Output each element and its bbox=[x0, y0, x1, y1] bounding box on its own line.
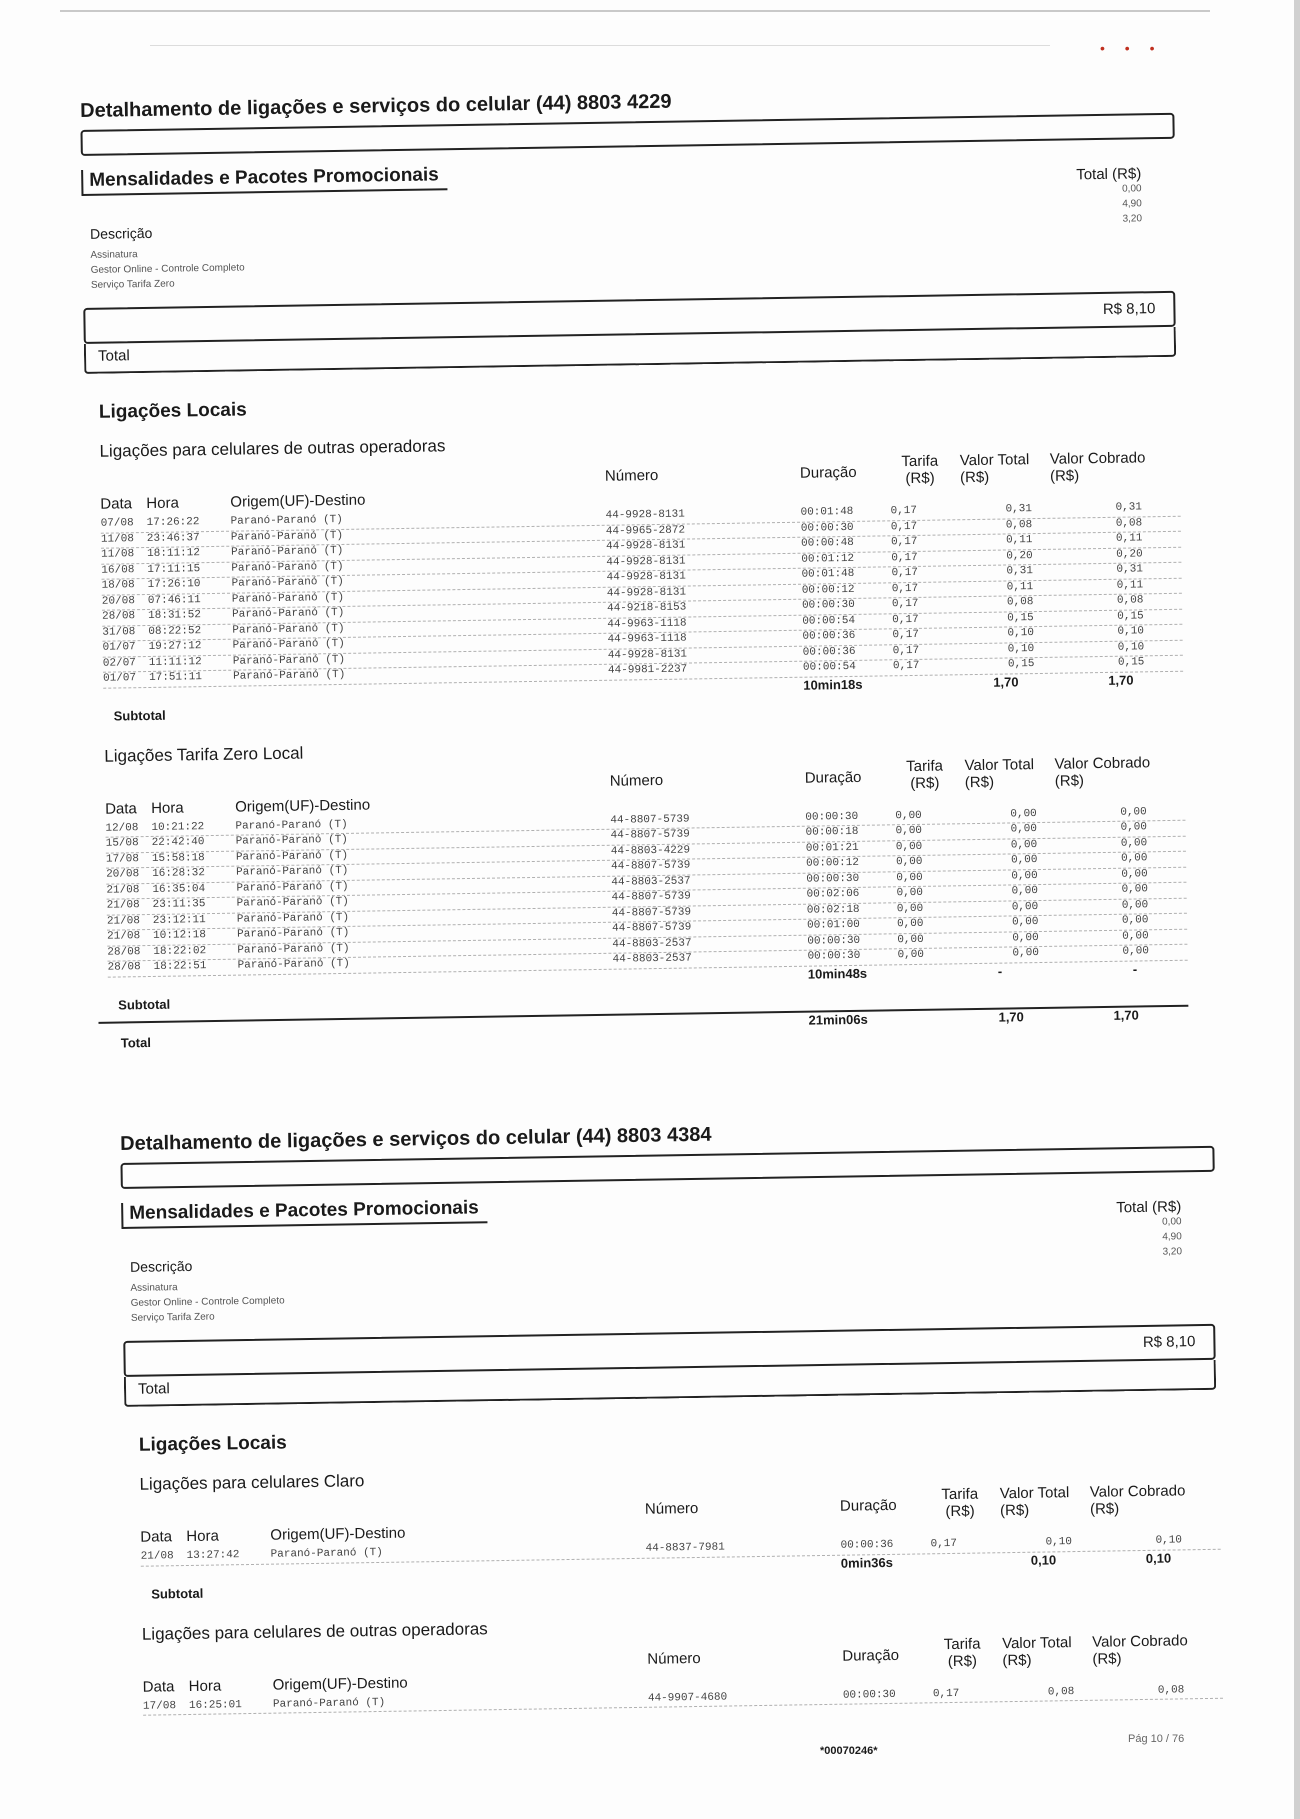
scan-edge-line-faint bbox=[150, 45, 1050, 46]
item-tarifa-zero: Serviço Tarifa Zero bbox=[90, 278, 175, 291]
call-date: 12/08 bbox=[105, 821, 139, 835]
call-rate: 0,00 bbox=[895, 809, 922, 822]
scan-edge-line bbox=[60, 10, 1210, 12]
call-total: 0,00 bbox=[1010, 807, 1037, 820]
call-charged: 0,08 bbox=[1115, 516, 1143, 530]
call-origin: Paranó-Paranó (T) bbox=[235, 849, 349, 864]
local-calls-heading: Ligações Locais bbox=[138, 1432, 287, 1456]
call-charged: 0,00 bbox=[1122, 929, 1149, 943]
grand-total-duration: 21min06s bbox=[808, 1011, 868, 1028]
call-origin: Paranó-Paranó (T) bbox=[236, 864, 349, 879]
call-charged: 0,31 bbox=[1115, 501, 1143, 514]
call-number: 44-9928-8131 bbox=[606, 555, 686, 569]
call-duration: 00:00:36 bbox=[802, 645, 856, 659]
call-total: 0,00 bbox=[1011, 885, 1039, 898]
call-number: 44-9963-1118 bbox=[607, 632, 687, 646]
call-charged: 0,00 bbox=[1120, 805, 1147, 819]
col-data: Data bbox=[140, 1528, 173, 1546]
barcode-number: *00070246* bbox=[820, 1745, 878, 1757]
table-title-claro: Ligações para celulares Claro bbox=[139, 1471, 365, 1494]
mensalidades-title: Mensalidades e Pacotes Promocionais bbox=[121, 1197, 487, 1229]
call-origin: Paranó-Paranó (T) bbox=[235, 833, 348, 848]
call-number: 44-8807-5739 bbox=[611, 906, 692, 920]
call-origin: Paranó-Paranó (T) bbox=[231, 591, 345, 606]
call-duration: 00:01:00 bbox=[806, 918, 860, 932]
grand-total-label: Total bbox=[120, 1034, 152, 1050]
call-origin: Paranó-Paranó (T) bbox=[270, 1546, 383, 1561]
call-date: 11/08 bbox=[101, 548, 135, 561]
call-date: 17/08 bbox=[142, 1699, 177, 1713]
call-rate: 0,00 bbox=[895, 824, 923, 838]
call-date: 20/08 bbox=[106, 868, 140, 881]
call-charged: 0,00 bbox=[1120, 821, 1148, 834]
call-origin: Paranó-Paranó (T) bbox=[237, 942, 350, 957]
call-duration: 00:01:48 bbox=[800, 505, 854, 519]
call-number: 44-8803-2537 bbox=[612, 936, 692, 951]
value-tarifa-zero: 3,20 bbox=[1162, 1246, 1183, 1258]
grand-total-valor-total: 1,70 bbox=[998, 1008, 1024, 1025]
total-label: Total bbox=[137, 1380, 170, 1398]
call-duration: 00:00:36 bbox=[840, 1538, 894, 1552]
call-duration: 00:01:21 bbox=[805, 841, 859, 855]
call-origin: Paranó-Paranó (T) bbox=[236, 895, 349, 910]
mensalidades-body bbox=[82, 181, 1183, 298]
call-rate: 0,17 bbox=[930, 1537, 958, 1551]
col-numero: Número bbox=[609, 771, 664, 790]
call-rate: 0,00 bbox=[896, 886, 924, 900]
call-date: 16/08 bbox=[101, 563, 135, 577]
call-duration: 00:00:36 bbox=[802, 629, 856, 643]
call-number: 44-9928-8131 bbox=[607, 648, 688, 662]
call-charged: 0,08 bbox=[1157, 1683, 1185, 1697]
call-rate: 0,17 bbox=[890, 504, 918, 518]
col-duracao: Duração bbox=[804, 768, 862, 787]
call-total: 0,00 bbox=[1012, 947, 1040, 960]
call-total: 0,11 bbox=[1006, 580, 1034, 594]
call-rate: 0,00 bbox=[896, 917, 924, 931]
call-time: 17:11:15 bbox=[147, 562, 201, 576]
call-time: 16:35:04 bbox=[152, 882, 206, 896]
call-number: 44-9965-2872 bbox=[605, 524, 686, 538]
subtotal-duration: 10min48s bbox=[807, 965, 868, 982]
call-charged: 0,11 bbox=[1116, 578, 1144, 592]
section-title: Detalhamento de ligações e serviços do celular (44) 8803 4384 bbox=[120, 1123, 712, 1155]
section-phone-4384 bbox=[120, 1116, 1229, 1716]
scan-specks: • • • bbox=[1100, 40, 1163, 56]
col-tarifa: Tarifa (R$) bbox=[943, 1635, 981, 1670]
section-title: Detalhamento de ligações e serviços do celular (44) 8803 4229 bbox=[80, 90, 672, 122]
total-header: Total (R$) bbox=[1116, 1198, 1182, 1217]
call-total: 0,00 bbox=[1011, 916, 1039, 929]
call-date: 31/08 bbox=[102, 625, 136, 639]
scan-right-edge bbox=[1294, 0, 1300, 1819]
call-total: 0,00 bbox=[1010, 838, 1038, 851]
call-origin: Paranó-Paranó (T) bbox=[236, 911, 350, 926]
call-charged: 0,10 bbox=[1117, 640, 1145, 654]
call-rate: 0,17 bbox=[891, 551, 918, 564]
total-label: Total bbox=[97, 347, 130, 365]
col-origem: Origem(UF)-Destino bbox=[270, 1524, 406, 1544]
call-charged: 0,00 bbox=[1121, 898, 1149, 912]
call-total: 0,08 bbox=[1006, 596, 1034, 609]
col-valor-total: Valor Total (R$) bbox=[959, 451, 1030, 487]
call-number: 44-8807-5739 bbox=[611, 859, 691, 873]
subtotal-valor-cobrado: - bbox=[1132, 961, 1138, 977]
item-values bbox=[1162, 1214, 1182, 1259]
call-number: 44-9928-8131 bbox=[606, 586, 687, 600]
call-date: 20/08 bbox=[101, 594, 135, 608]
call-time: 10:21:22 bbox=[151, 820, 205, 834]
col-hora: Hora bbox=[150, 798, 184, 817]
call-number: 44-9928-8131 bbox=[606, 570, 686, 584]
call-number: 44-8803-2537 bbox=[612, 952, 692, 966]
call-total: 0,10 bbox=[1007, 642, 1035, 655]
table-title-tarifa-zero: Ligações Tarifa Zero Local bbox=[104, 743, 304, 766]
col-duracao: Duração bbox=[839, 1496, 897, 1515]
call-total: 0,00 bbox=[1012, 931, 1039, 944]
call-origin: Paranó-Paranó (T) bbox=[231, 544, 344, 559]
call-time: 17:51:11 bbox=[148, 671, 202, 684]
call-date: 02/07 bbox=[102, 656, 136, 670]
call-time: 19:27:12 bbox=[148, 640, 202, 653]
call-charged: 0,11 bbox=[1115, 532, 1143, 545]
item-gestor-online: Gestor Online - Controle Completo bbox=[90, 262, 245, 276]
call-rate: 0,17 bbox=[890, 520, 918, 533]
call-duration: 00:00:18 bbox=[805, 825, 859, 839]
call-date: 21/08 bbox=[106, 914, 141, 928]
call-date: 15/08 bbox=[105, 837, 139, 850]
col-valor-total: Valor Total (R$) bbox=[999, 1484, 1070, 1520]
call-origin: Paranó-Paranó (T) bbox=[236, 880, 349, 895]
item-tarifa-zero: Serviço Tarifa Zero bbox=[130, 1311, 215, 1324]
call-date: 21/08 bbox=[107, 930, 141, 943]
item-values bbox=[1122, 181, 1142, 226]
call-total: 0,00 bbox=[1010, 823, 1038, 836]
call-charged: 0,00 bbox=[1121, 914, 1149, 927]
call-rate: 0,00 bbox=[897, 948, 925, 962]
call-rate: 0,17 bbox=[892, 659, 920, 673]
col-valor-total: Valor Total (R$) bbox=[1001, 1633, 1072, 1669]
col-numero: Número bbox=[644, 1499, 699, 1518]
call-time: 18:31:52 bbox=[148, 609, 202, 622]
description-header: Descrição bbox=[129, 1257, 193, 1275]
call-duration: 00:00:30 bbox=[805, 810, 859, 824]
call-rate: 0,17 bbox=[892, 628, 920, 642]
call-time: 15:58:18 bbox=[151, 851, 205, 865]
col-duracao: Duração bbox=[842, 1646, 900, 1665]
section-phone-4229 bbox=[80, 83, 1195, 1054]
call-time: 23:11:35 bbox=[152, 898, 206, 911]
call-time: 08:22:52 bbox=[148, 624, 202, 638]
call-origin: Paranó-Paranó (T) bbox=[237, 926, 350, 941]
value-assinatura: 0,00 bbox=[1121, 183, 1142, 195]
subtotal-duration: 10min18s bbox=[803, 676, 863, 693]
item-assinatura: Assinatura bbox=[90, 249, 138, 261]
subtotal-label: Subtotal bbox=[118, 996, 171, 1013]
call-number: 44-9907-4680 bbox=[647, 1691, 728, 1705]
col-valor-cobrado: Valor Cobrado (R$) bbox=[1089, 1482, 1186, 1518]
item-gestor-online: Gestor Online - Controle Completo bbox=[130, 1295, 285, 1309]
col-valor-total: Valor Total (R$) bbox=[964, 755, 1035, 791]
table-rows bbox=[101, 501, 1184, 688]
call-charged: 0,15 bbox=[1117, 609, 1144, 623]
call-origin: Paranó-Paranó (T) bbox=[232, 653, 346, 668]
call-time: 18:22:51 bbox=[153, 960, 207, 973]
call-charged: 0,00 bbox=[1120, 852, 1148, 865]
call-rate: 0,00 bbox=[895, 855, 923, 869]
call-date: 28/08 bbox=[107, 961, 141, 974]
col-data: Data bbox=[105, 799, 137, 818]
call-total: 0,10 bbox=[1007, 627, 1034, 640]
description-header: Descrição bbox=[89, 224, 153, 242]
call-time: 17:26:22 bbox=[146, 516, 200, 530]
col-hora: Hora bbox=[188, 1676, 222, 1695]
call-duration: 00:00:54 bbox=[802, 614, 856, 628]
call-duration: 00:02:18 bbox=[806, 903, 860, 917]
call-number: 44-8807-5739 bbox=[611, 921, 692, 935]
call-duration: 00:00:30 bbox=[807, 949, 861, 963]
col-origem: Origem(UF)-Destino bbox=[230, 491, 366, 511]
call-number: 44-8837-7981 bbox=[645, 1541, 725, 1555]
call-total: 0,00 bbox=[1011, 900, 1039, 913]
call-time: 23:46:37 bbox=[146, 531, 200, 545]
call-date: 01/07 bbox=[102, 641, 136, 654]
call-duration: 00:01:12 bbox=[801, 552, 855, 566]
call-time: 17:26:10 bbox=[147, 578, 201, 591]
call-charged: 0,00 bbox=[1121, 883, 1149, 896]
call-time: 18:22:02 bbox=[153, 944, 207, 958]
call-charged: 0,00 bbox=[1121, 867, 1148, 881]
col-numero: Número bbox=[604, 466, 659, 485]
call-total: 0,08 bbox=[1047, 1685, 1075, 1698]
col-tarifa: Tarifa (R$) bbox=[901, 452, 939, 488]
call-rate: 0,17 bbox=[891, 597, 919, 611]
total-header: Total (R$) bbox=[1076, 165, 1142, 184]
call-charged: 0,15 bbox=[1117, 656, 1145, 669]
col-data: Data bbox=[142, 1677, 175, 1696]
call-number: 44-9218-8153 bbox=[606, 601, 687, 615]
call-total: 0,00 bbox=[1011, 869, 1038, 882]
call-duration: 00:00:30 bbox=[807, 934, 861, 948]
call-rate: 0,00 bbox=[896, 902, 924, 915]
call-duration: 00:00:12 bbox=[801, 583, 855, 597]
call-rate: 0,17 bbox=[891, 566, 919, 580]
call-time: 23:12:11 bbox=[152, 913, 206, 927]
call-duration: 00:00:54 bbox=[802, 660, 856, 674]
call-date: 21/08 bbox=[106, 883, 140, 897]
call-total: 0,31 bbox=[1005, 503, 1033, 516]
subtotal-label: Subtotal bbox=[113, 707, 166, 724]
call-duration: 00:00:48 bbox=[800, 536, 854, 550]
value-assinatura: 0,00 bbox=[1161, 1216, 1182, 1228]
call-time: 07:46:11 bbox=[147, 593, 201, 607]
grand-total-valor-cobrado: 1,70 bbox=[1113, 1006, 1139, 1023]
call-charged: 0,00 bbox=[1122, 945, 1150, 958]
call-origin: Paranó-Paranó (T) bbox=[232, 668, 346, 683]
call-origin: Paranó-Paranó (T) bbox=[230, 529, 344, 544]
call-total: 0,00 bbox=[1010, 854, 1038, 867]
call-date: 21/08 bbox=[140, 1550, 174, 1563]
subtotal-label: Subtotal bbox=[151, 1585, 204, 1602]
call-duration: 00:01:48 bbox=[801, 567, 855, 581]
call-charged: 0,20 bbox=[1116, 547, 1143, 561]
subtotal-valor-cobrado: 1,70 bbox=[1108, 672, 1134, 688]
call-origin: Paranó-Paranó (T) bbox=[232, 606, 345, 621]
value-tarifa-zero: 3,20 bbox=[1122, 213, 1143, 225]
call-rate: 0,17 bbox=[890, 535, 918, 549]
call-origin: Paranó-Paranó (T) bbox=[237, 957, 350, 972]
call-date: 07/08 bbox=[100, 517, 134, 530]
col-origem: Origem(UF)-Destino bbox=[234, 796, 371, 816]
table-title-outras: Ligações para celulares de outras operadoras bbox=[141, 1618, 488, 1644]
call-origin: Paranó-Paranó (T) bbox=[235, 818, 348, 833]
col-valor-cobrado: Valor Cobrado (R$) bbox=[1091, 1631, 1188, 1668]
call-number: 44-8807-5739 bbox=[610, 828, 690, 842]
call-duration: 00:00:30 bbox=[800, 521, 854, 535]
call-date: 01/07 bbox=[102, 672, 137, 685]
call-date: 18/08 bbox=[101, 579, 135, 592]
subtotal-valor-cobrado: 0,10 bbox=[1145, 1550, 1172, 1566]
call-time: 18:11:12 bbox=[147, 547, 201, 561]
subtotal-valor-total: 1,70 bbox=[993, 673, 1019, 690]
call-time: 13:27:42 bbox=[186, 1549, 240, 1563]
value-gestor-online: 4,90 bbox=[1122, 198, 1142, 210]
call-date: 11/08 bbox=[100, 532, 135, 546]
col-duracao: Duração bbox=[799, 463, 857, 482]
call-origin: Paranó-Paranó (T) bbox=[232, 622, 345, 637]
call-rate: 0,17 bbox=[892, 644, 920, 657]
subtotal-valor-total: 0,10 bbox=[1030, 1551, 1057, 1568]
col-tarifa: Tarifa (R$) bbox=[906, 757, 944, 792]
call-number: 44-8807-5739 bbox=[611, 890, 691, 904]
call-total: 0,15 bbox=[1007, 611, 1034, 624]
subtotal-valor-total: - bbox=[997, 963, 1003, 979]
col-hora: Hora bbox=[146, 494, 179, 513]
call-duration: 00:00:12 bbox=[805, 856, 859, 870]
call-total: 0,11 bbox=[1005, 534, 1033, 547]
call-duration: 00:00:30 bbox=[842, 1688, 896, 1702]
call-charged: 0,10 bbox=[1155, 1534, 1183, 1547]
call-rate: 0,00 bbox=[895, 840, 923, 853]
description-items bbox=[130, 1278, 285, 1325]
call-rate: 0,17 bbox=[932, 1687, 960, 1700]
call-date: 21/08 bbox=[106, 899, 140, 912]
call-charged: 0,31 bbox=[1116, 563, 1144, 576]
call-origin: Paranó-Paranó (T) bbox=[232, 637, 345, 652]
call-number: 44-8803-2537 bbox=[611, 875, 691, 889]
call-date: 28/08 bbox=[107, 945, 141, 959]
call-total: 0,31 bbox=[1006, 565, 1034, 578]
mensalidades-total-value: R$ 8,10 bbox=[1142, 1333, 1196, 1351]
calls-table-claro bbox=[140, 1478, 1222, 1606]
call-duration: 00:00:30 bbox=[801, 598, 855, 612]
call-origin: Paranó-Paranó (T) bbox=[231, 575, 344, 590]
page-number: Pág 10 / 76 bbox=[1128, 1733, 1185, 1745]
call-rate: 0,17 bbox=[892, 613, 919, 626]
call-total: 0,10 bbox=[1045, 1536, 1073, 1549]
call-origin: Paranó-Paranó (T) bbox=[272, 1696, 386, 1711]
table-title-outras: Ligações para celulares de outras operadoras bbox=[99, 436, 446, 461]
table-rows bbox=[105, 805, 1187, 977]
call-number: 44-9928-8131 bbox=[605, 508, 685, 522]
call-charged: 0,00 bbox=[1120, 836, 1148, 850]
mensalidades-title: Mensalidades e Pacotes Promocionais bbox=[81, 164, 447, 196]
col-numero: Número bbox=[647, 1649, 701, 1668]
call-duration: 00:00:30 bbox=[806, 872, 860, 886]
value-gestor-online: 4,90 bbox=[1162, 1231, 1182, 1243]
call-time: 16:28:32 bbox=[152, 867, 206, 880]
call-time: 10:12:18 bbox=[153, 929, 207, 942]
item-assinatura: Assinatura bbox=[130, 1282, 178, 1294]
call-number: 44-8803-4229 bbox=[610, 844, 691, 858]
call-number: 44-9963-1118 bbox=[607, 617, 687, 631]
call-total: 0,08 bbox=[1005, 518, 1033, 532]
call-duration: 00:02:06 bbox=[806, 887, 860, 901]
call-rate: 0,00 bbox=[897, 933, 924, 946]
call-number: 44-9928-8131 bbox=[605, 539, 686, 553]
col-tarifa: Tarifa (R$) bbox=[941, 1485, 979, 1521]
call-charged: 0,10 bbox=[1117, 625, 1144, 638]
calls-table-tarifa-zero bbox=[104, 749, 1188, 1017]
call-time: 16:25:01 bbox=[188, 1698, 242, 1712]
call-charged: 0,08 bbox=[1116, 594, 1144, 607]
call-date: 28/08 bbox=[102, 610, 136, 623]
call-number: 44-8807-5739 bbox=[610, 813, 690, 827]
call-time: 11:11:12 bbox=[148, 655, 202, 669]
description-items bbox=[90, 245, 245, 292]
call-number: 44-9981-2237 bbox=[607, 663, 688, 677]
calls-table-outras bbox=[100, 445, 1184, 728]
col-origem: Origem(UF)-Destino bbox=[272, 1674, 408, 1694]
call-origin: Paranó-Paranó (T) bbox=[231, 560, 344, 575]
call-time: 22:42:40 bbox=[151, 836, 205, 849]
subtotal-duration: 0min36s bbox=[840, 1554, 893, 1571]
mensalidades-total-value: R$ 8,10 bbox=[1102, 300, 1156, 318]
call-origin: Paranó-Paranó (T) bbox=[230, 513, 343, 528]
col-valor-cobrado: Valor Cobrado (R$) bbox=[1049, 449, 1146, 485]
local-calls-heading: Ligações Locais bbox=[98, 399, 247, 423]
mensalidades-body bbox=[122, 1214, 1223, 1331]
call-total: 0,15 bbox=[1007, 658, 1035, 671]
call-date: 17/08 bbox=[105, 852, 140, 866]
call-rate: 0,17 bbox=[891, 582, 919, 595]
col-data: Data bbox=[100, 495, 133, 513]
call-total: 0,20 bbox=[1006, 549, 1033, 563]
col-valor-cobrado: Valor Cobrado (R$) bbox=[1054, 753, 1151, 790]
call-rate: 0,00 bbox=[896, 871, 923, 884]
col-hora: Hora bbox=[186, 1527, 219, 1546]
